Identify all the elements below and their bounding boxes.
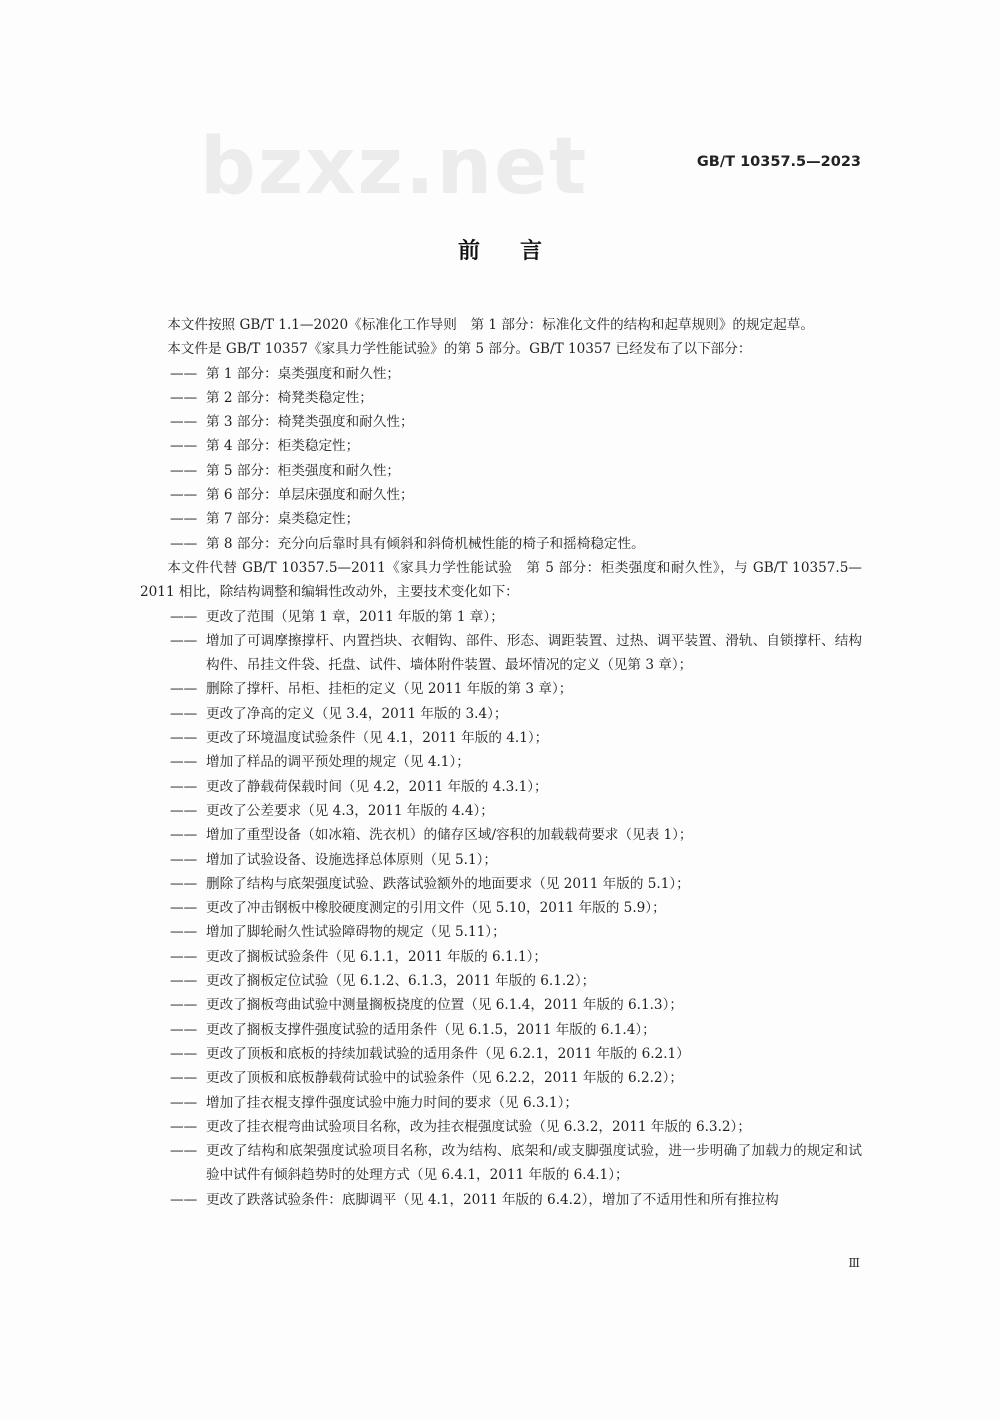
parts-list-item: —— 第 3 部分：椅凳类强度和耐久性； xyxy=(140,410,862,434)
parts-list-item: —— 第 5 部分：柜类强度和耐久性； xyxy=(140,459,862,483)
parts-list-item: —— 第 2 部分：椅凳类稳定性； xyxy=(140,386,862,410)
changes-list-item: —— 更改了顶板和底板静载荷试验中的试验条件（见 6.2.2，2011 年版的 6.2.2）； xyxy=(140,1066,862,1090)
parts-list-item: —— 第 8 部分：充分向后靠时具有倾斜和斜倚机械性能的椅子和摇椅稳定性。 xyxy=(140,532,862,556)
changes-list-item: —— 更改了搁板试验条件（见 6.1.1，2011 年版的 6.1.1）； xyxy=(140,945,862,969)
parts-list xyxy=(140,362,862,556)
changes-list-item: —— 更改了搁板定位试验（见 6.1.2、6.1.3，2011 年版的 6.1.2）； xyxy=(140,969,862,993)
changes-list-item: —— 更改了冲击钢板中橡胶硬度测定的引用文件（见 5.10，2011 年版的 5.9）； xyxy=(140,896,862,920)
changes-list-item: —— 更改了范围（见第 1 章，2011 年版的第 1 章）； xyxy=(140,605,862,629)
changes-list-item: —— 更改了挂衣棍弯曲试验项目名称，改为挂衣棍强度试验（见 6.3.2，2011 年版的 6.3.2）； xyxy=(140,1115,862,1139)
changes-list-item: —— 更改了静载荷保载时间（见 4.2，2011 年版的 4.3.1）； xyxy=(140,775,862,799)
changes-list xyxy=(140,605,862,1212)
changes-list-item: —— 更改了环境温度试验条件（见 4.1，2011 年版的 4.1）； xyxy=(140,726,862,750)
parts-list-item: —— 第 7 部分：桌类稳定性； xyxy=(140,507,862,531)
changes-list-item: —— 增加了脚轮耐久性试验障碍物的规定（见 5.11）； xyxy=(140,920,862,944)
page-number: Ⅲ xyxy=(848,1256,860,1270)
parts-list-item: —— 第 1 部分：桌类强度和耐久性； xyxy=(140,362,862,386)
standard-code: GB/T 10357.5—2023 xyxy=(696,154,861,170)
changes-list-item: —— 增加了试验设备、设施选择总体原则（见 5.1）； xyxy=(140,848,862,872)
changes-list-item: —— 更改了净高的定义（见 3.4，2011 年版的 3.4）； xyxy=(140,702,862,726)
changes-list-item: —— 更改了搁板支撑件强度试验的适用条件（见 6.1.5，2011 年版的 6.1.4）； xyxy=(140,1018,862,1042)
intro-paragraph: 本文件按照 GB/T 1.1—2020《标准化工作导则 第 1 部分：标准化文件的结构和起草规则》的规定起草。 xyxy=(167,317,814,333)
changes-list-item: —— 增加了挂衣棍支撑件强度试验中施力时间的要求（见 6.3.1）； xyxy=(140,1091,862,1115)
changes-list-item: —— 删除了撑杆、吊柜、挂柜的定义（见 2011 年版的第 3 章）； xyxy=(140,677,862,701)
changes-list-item: —— 增加了重型设备（如冰箱、洗衣机）的储存区域/容积的加载载荷要求（见表 1）； xyxy=(140,823,862,847)
parts-list-item: —— 第 6 部分：单层床强度和耐久性； xyxy=(140,483,862,507)
changes-list-item: —— 更改了搁板弯曲试验中测量搁板挠度的位置（见 6.1.4，2011 年版的 6.1.3）； xyxy=(140,993,862,1017)
watermark: bzxz.net xyxy=(200,122,589,212)
page-title: 前言 xyxy=(457,239,582,264)
intro-paragraph: 本文件是 GB/T 10357《家具力学性能试验》的第 5 部分。GB/T 10357 已经发布了以下部分： xyxy=(167,341,752,358)
changes-list-item: —— 删除了结构与底架强度试验、跌落试验额外的地面要求（见 2011 年版的 5.1）； xyxy=(140,872,862,896)
changes-list-item: —— 更改了顶板和底板的持续加载试验的适用条件（见 6.2.1，2011 年版的 6.2.1） xyxy=(140,1042,862,1066)
changes-list-item: —— 更改了公差要求（见 4.3，2011 年版的 4.4）； xyxy=(140,799,862,823)
changes-list-item: —— 更改了结构和底架强度试验项目名称，改为结构、底架和/或支脚强度试验，进一步明确了加载力的规定和试验中试件有倾斜趋势时的处理方式（见 6.4.1，2011 年版的 6.4.1）； xyxy=(140,1139,862,1188)
changes-list-item: —— 更改了跌落试验条件：底脚调平（见 4.1，2011 年版的 6.4.2），增加了不适用性和所有推拉构 xyxy=(140,1188,862,1212)
document-body xyxy=(140,313,862,1212)
changes-list-item: —— 增加了可调摩擦撑杆、内置挡块、衣帽钩、部件、形态、调距装置、过热、调平装置、滑轨、自锁撑杆、结构构件、吊挂文件袋、托盘、试件、墙体附件装置、最坏情况的定义（见第 3 章）； xyxy=(140,629,862,678)
replace-paragraph: 本文件代替 GB/T 10357.5—2011《家具力学性能试验 第 5 部分：柜类强度和耐久性》，与 GB/T 10357.5—2011 相比，除结构调整和编辑性改动外，主要技术变化如下： xyxy=(140,559,862,601)
parts-list-item: —— 第 4 部分：柜类稳定性； xyxy=(140,434,862,458)
changes-list-item: —— 增加了样品的调平预处理的规定（见 4.1）； xyxy=(140,750,862,774)
